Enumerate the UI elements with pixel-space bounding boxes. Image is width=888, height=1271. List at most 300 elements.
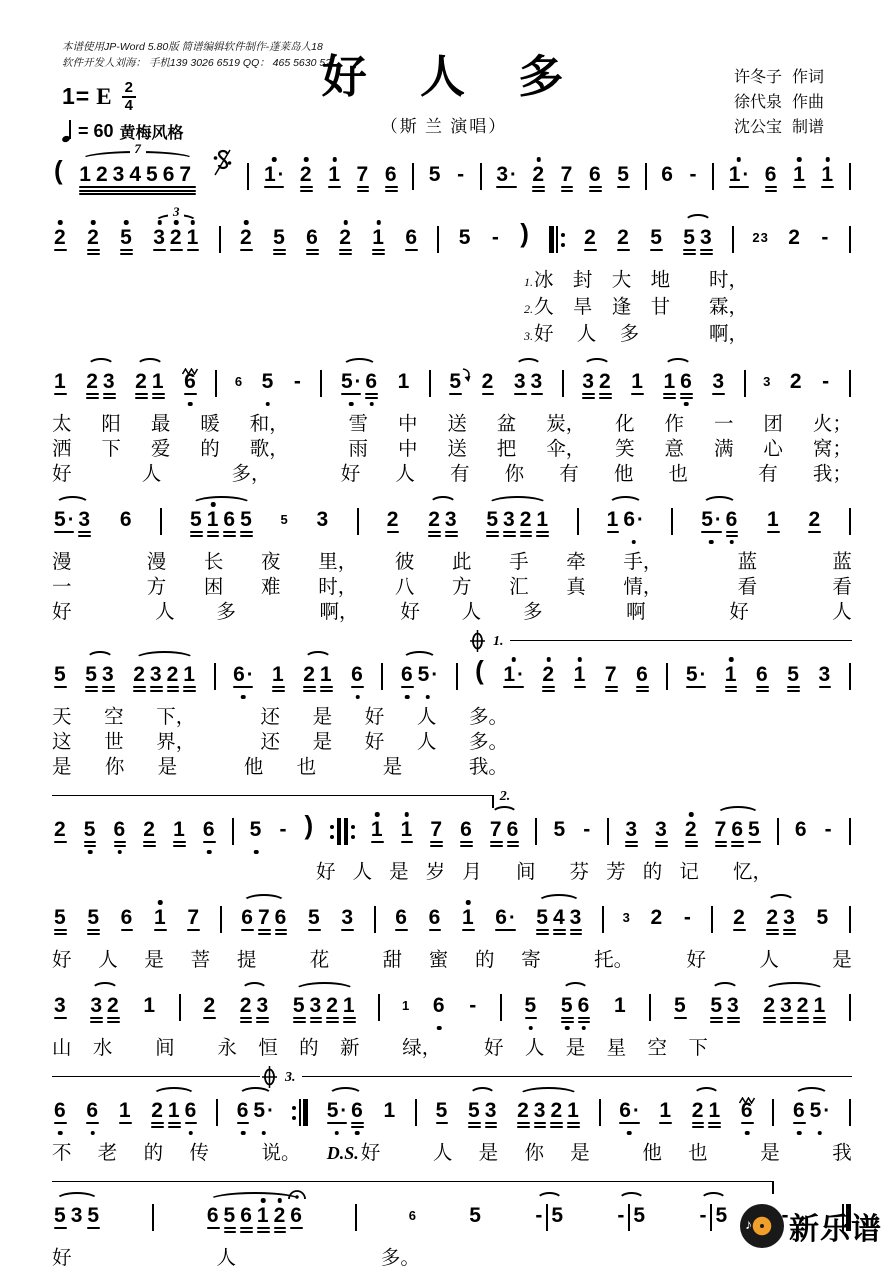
lyric-syllable: 一 — [713, 414, 734, 435]
duration-underline — [763, 1021, 776, 1023]
duration-underline — [303, 690, 316, 692]
duration-underline — [567, 1126, 580, 1128]
note-glyph: 5 — [536, 906, 549, 929]
note-token — [308, 983, 325, 1032]
note-token — [808, 1088, 832, 1137]
duration-underline — [343, 1017, 356, 1019]
duration-underline — [708, 1122, 721, 1124]
note-token — [683, 807, 700, 856]
lyric-line — [52, 412, 852, 437]
augmentation-dot: · — [517, 664, 524, 686]
bar-stroke — [232, 818, 234, 845]
duration-underline — [445, 535, 458, 537]
note-glyph: 2 — [239, 994, 253, 1017]
octave-dot-high — [332, 157, 337, 162]
bar-stroke — [412, 163, 414, 190]
lyric-line — [52, 462, 852, 487]
lyric-syllable: 有 — [758, 464, 778, 485]
note-token — [277, 807, 289, 856]
lyric-syllable: 霖， — [708, 297, 748, 318]
lyric-syllable: 洒 — [52, 439, 72, 460]
duration-underline — [256, 1017, 269, 1019]
duration-underline — [351, 686, 364, 688]
note-glyph: - — [293, 370, 302, 393]
lyric-line — [52, 948, 852, 973]
slur-group — [235, 1088, 276, 1137]
duration-underline — [589, 190, 602, 192]
note-token — [248, 807, 265, 856]
note-token — [699, 497, 723, 546]
note-glyph: 3 — [699, 226, 713, 249]
lyric-syllable: 下 — [101, 439, 121, 460]
note-glyph: 1 — [173, 818, 186, 841]
duration-underline — [663, 397, 676, 399]
lyric-syllable: 有 — [559, 464, 579, 485]
bar-stroke — [344, 818, 349, 845]
lyric-syllable: 他 — [642, 1143, 662, 1164]
barline — [246, 152, 250, 205]
duration-underline — [793, 186, 806, 188]
octave-dot-high — [536, 157, 541, 162]
note-glyph: 1 — [143, 994, 157, 1017]
octave-dot-low — [355, 1131, 360, 1136]
barline — [848, 983, 852, 1036]
note-token — [52, 215, 69, 264]
lyric-syllable: 还 — [260, 732, 280, 753]
note-token — [117, 1088, 134, 1137]
barline — [428, 359, 432, 412]
lyric-syllable: 方 — [451, 577, 472, 598]
note-glyph: 7 — [714, 818, 728, 841]
slur-group — [291, 983, 358, 1032]
volta-row — [52, 1174, 852, 1189]
volta-line — [52, 1181, 772, 1182]
octave-dot-low — [58, 1131, 63, 1136]
slur-group — [708, 983, 741, 1032]
duration-underline — [405, 249, 418, 251]
lyric-syllable: 甜 — [382, 950, 403, 971]
note-glyph: 2 — [650, 906, 664, 929]
note-token — [385, 497, 402, 546]
lyric-syllable: 间 — [515, 862, 536, 883]
note-token — [617, 1088, 641, 1137]
bar-stroke — [374, 906, 376, 933]
repeat-dots — [351, 825, 355, 839]
note-token — [467, 1193, 484, 1242]
octave-dot-low — [745, 1131, 750, 1136]
note-token — [746, 807, 763, 856]
note-glyph: 3 — [712, 370, 726, 393]
note-glyph: 2 — [299, 163, 313, 186]
octave-dot-low — [582, 1026, 587, 1031]
note-glyph: 6 — [184, 1099, 198, 1122]
barline — [848, 215, 852, 268]
note-token — [576, 983, 593, 1032]
duration-underline — [54, 686, 67, 688]
lyric-syllable: 人 — [576, 324, 597, 345]
mordent-icon — [739, 1087, 756, 1109]
slur-group — [559, 983, 592, 1032]
note-token — [150, 359, 167, 408]
system — [52, 652, 852, 780]
note-token — [256, 895, 273, 944]
note-token — [401, 983, 411, 1024]
notation-line — [52, 204, 852, 268]
note-token — [791, 152, 808, 201]
duration-underline — [357, 190, 370, 192]
note-token — [262, 152, 286, 201]
system — [52, 1088, 852, 1166]
note-token — [778, 983, 795, 1032]
lyric-syllable: 提 — [236, 950, 257, 971]
duration-underline — [272, 690, 285, 692]
note-token — [659, 152, 676, 201]
note-token — [383, 152, 400, 201]
lyric-syllable: 手 — [509, 552, 529, 573]
duration-underline — [553, 933, 566, 935]
score — [0, 141, 888, 1271]
note-glyph: 7 — [257, 906, 271, 929]
note-glyph: 5 — [748, 818, 761, 841]
lyric-syllable: 好 — [52, 602, 72, 623]
note-token — [819, 215, 831, 264]
duration-underline — [54, 249, 67, 251]
duration-underline — [436, 1122, 449, 1124]
note-glyph: 5 — [253, 1099, 267, 1122]
duration-underline — [819, 686, 832, 688]
barline — [414, 1088, 418, 1141]
duration-underline — [85, 690, 98, 692]
barline — [644, 152, 648, 205]
bar-stroke — [602, 906, 604, 933]
note-token — [326, 152, 343, 201]
note-token — [494, 152, 518, 201]
note-glyph: 3 — [256, 994, 270, 1017]
bar-stroke — [220, 906, 222, 933]
note-glyph: 2 — [135, 370, 148, 393]
duration-underline — [240, 531, 253, 533]
lyric-syllable: 你 — [524, 1143, 544, 1164]
duration-underline — [490, 841, 503, 843]
note-glyph: 5 — [449, 370, 463, 393]
bar-stroke — [179, 994, 181, 1021]
note-glyph: - — [699, 1204, 708, 1227]
duration-underline — [726, 535, 739, 537]
duration-underline — [536, 933, 549, 935]
note-glyph: 1 — [271, 663, 285, 686]
note-token — [621, 497, 645, 546]
note-glyph: 6 — [351, 663, 364, 686]
duration-underline — [114, 845, 127, 847]
note-glyph: 3 — [316, 508, 330, 531]
note-token — [148, 652, 165, 701]
note-glyph: 3 — [70, 1204, 84, 1227]
volta-row — [52, 633, 852, 648]
augmentation-dot: · — [354, 371, 362, 393]
bar-stroke — [535, 818, 537, 845]
lyric-syllable: 最 — [150, 414, 171, 435]
note-token — [306, 895, 323, 944]
note-glyph: 6 — [619, 1099, 632, 1122]
duration-underline — [184, 393, 197, 395]
note-token — [710, 359, 727, 408]
duration-underline — [258, 929, 271, 931]
tuplet-group — [151, 204, 201, 264]
octave-dot-low — [730, 540, 735, 545]
tuplet-number: 7 — [130, 143, 146, 155]
note-token — [484, 497, 501, 546]
note-token — [466, 1088, 483, 1137]
system — [52, 497, 852, 625]
duration-underline — [274, 1227, 287, 1229]
volta-line — [302, 1076, 853, 1077]
lyric-syllable: 他 — [243, 757, 264, 778]
duration-underline — [183, 686, 196, 688]
note-token — [622, 895, 632, 936]
note-token — [349, 1088, 366, 1137]
duration-underline — [712, 393, 725, 395]
note-glyph: 3 — [763, 374, 772, 389]
octave-dot-high — [157, 220, 162, 225]
octave-dot-high — [737, 157, 742, 162]
note-glyph: 5 — [435, 1099, 449, 1122]
note-glyph: 2 — [763, 994, 777, 1017]
augmentation-dot: · — [637, 509, 644, 531]
lyric-line — [524, 268, 748, 295]
lyric-syllable: 长 — [203, 552, 224, 573]
note-token — [648, 895, 665, 944]
lyric-line — [52, 437, 852, 462]
lyric-syllable: 好 — [729, 602, 749, 623]
note-token — [52, 497, 76, 546]
octave-dot-low — [335, 1131, 340, 1136]
note-token — [480, 359, 497, 408]
note-token — [751, 215, 769, 256]
note-glyph: 1 — [401, 998, 411, 1013]
lyric-syllable: 的 — [642, 862, 663, 883]
slur-group — [301, 652, 334, 701]
note-token — [548, 1088, 565, 1137]
note-token — [765, 497, 782, 546]
lyric-syllable: 芬 — [569, 862, 590, 883]
duration-underline — [729, 186, 749, 188]
note-token — [786, 215, 803, 264]
note-glyph: 6 — [756, 663, 769, 686]
lyric-syllable: 时， — [318, 577, 358, 598]
note-token — [355, 152, 372, 201]
duration-underline — [102, 690, 115, 692]
note-glyph: 6 — [680, 370, 693, 393]
duration-underline — [87, 1227, 100, 1229]
note-glyph: 3 — [309, 994, 323, 1017]
lyric-syllable: 爱 — [150, 439, 171, 460]
duration-underline — [258, 933, 271, 935]
note-token — [303, 807, 317, 854]
software-credit-line1: 本谱使用JP-Word 5.80版 简谱编辑软件制作-蓬莱岛人18 — [62, 41, 323, 53]
bar-stroke — [666, 663, 668, 690]
note-token — [580, 359, 597, 408]
duration-underline — [659, 1122, 672, 1124]
note-token — [532, 1088, 549, 1137]
duration-underline — [107, 1017, 120, 1019]
note-token — [467, 983, 479, 1032]
lyric-syllable: 窝； — [812, 439, 852, 460]
note-glyph: 5 — [486, 508, 500, 531]
lyric-syllable: 好 — [52, 1248, 72, 1269]
note-token — [149, 1088, 166, 1137]
note-glyph: 2 — [326, 994, 339, 1017]
note-token — [238, 1193, 255, 1242]
lyric-line — [52, 550, 852, 575]
lyric-line — [52, 755, 508, 780]
octave-dot-low — [565, 1026, 570, 1031]
octave-dot-low — [797, 1131, 802, 1136]
lyric-line — [52, 705, 508, 730]
duration-underline — [485, 1126, 498, 1128]
duration-underline — [371, 841, 384, 843]
duration-underline — [710, 1017, 723, 1019]
note-token — [427, 152, 444, 201]
note-glyph: 2 — [766, 906, 780, 929]
lyric-syllable: 时， — [708, 270, 748, 291]
lyric-syllable: 芳 — [606, 862, 626, 883]
note-glyph: 5 — [469, 1204, 482, 1227]
duration-underline — [700, 249, 713, 251]
duration-underline — [103, 397, 116, 399]
note-token — [238, 497, 255, 546]
lyric-syllable: 是 — [389, 862, 409, 883]
lyric-syllable: 人 — [416, 732, 437, 753]
note-token — [381, 1088, 398, 1137]
bar-stroke — [355, 1204, 357, 1231]
lyric-syllable: 是 — [144, 950, 164, 971]
lyric-syllable: 寄 — [521, 950, 541, 971]
duration-underline — [582, 393, 595, 395]
note-glyph: - — [683, 906, 692, 929]
note-glyph: 5 — [223, 1204, 237, 1227]
note-glyph: 6 — [725, 508, 739, 531]
lyric-syllable: 还 — [260, 707, 280, 728]
duration-underline — [303, 686, 316, 688]
note-glyph: 1234567 — [79, 163, 197, 186]
bar-stroke — [437, 226, 439, 253]
duration-underline — [401, 686, 414, 688]
note-glyph: 2 — [107, 994, 120, 1017]
duration-underline — [168, 1122, 181, 1124]
lyric-syllable: 阳 — [101, 414, 121, 435]
note-token — [698, 215, 715, 264]
note-glyph: 2 — [584, 226, 597, 249]
note-token — [298, 152, 315, 201]
lyric-syllable: 这 — [52, 732, 72, 753]
note-token — [292, 359, 304, 408]
lyric-syllable: 地 — [650, 270, 671, 291]
barline — [356, 497, 360, 550]
note-token — [725, 983, 742, 1032]
duration-underline — [86, 393, 99, 395]
note-glyph: 5 — [551, 1204, 565, 1227]
note-glyph: 3 — [90, 994, 104, 1017]
note-token — [222, 1193, 239, 1242]
slur-group — [791, 1088, 832, 1137]
bar-stroke — [299, 1099, 301, 1126]
duration-underline — [173, 841, 186, 843]
note-glyph: 5 — [458, 226, 472, 249]
octave-dot-high — [729, 657, 734, 662]
barline — [848, 359, 852, 412]
lyric-syllable: 有 — [449, 464, 470, 485]
note-token — [648, 215, 665, 264]
lyric-syllable: 好 — [400, 602, 420, 623]
note-token — [112, 807, 129, 856]
note-token — [408, 1193, 418, 1234]
duration-underline — [680, 397, 693, 399]
barline — [670, 497, 674, 550]
system — [52, 141, 852, 205]
note-token — [713, 1193, 730, 1246]
note-glyph: 5 — [87, 906, 101, 929]
octave-dot-high — [191, 220, 196, 225]
note-token — [235, 1088, 252, 1137]
verse-number: 3. — [524, 329, 533, 343]
note-glyph: 2 — [54, 226, 67, 249]
duration-underline — [173, 845, 186, 847]
note-glyph: 5 — [87, 1204, 101, 1227]
volta-line — [52, 1076, 260, 1077]
note-token — [490, 215, 502, 264]
note-glyph: 5 — [54, 663, 67, 686]
octave-dot-low — [241, 695, 246, 700]
barline — [380, 652, 384, 705]
duration-underline — [617, 186, 630, 188]
lyric-syllable: 送 — [447, 414, 467, 435]
note-token — [457, 215, 474, 264]
duration-underline — [240, 249, 253, 251]
note-token — [84, 359, 101, 408]
duration-underline — [357, 186, 370, 188]
barline — [848, 807, 852, 860]
duration-underline — [460, 841, 473, 843]
lyric-syllable: 好 — [364, 732, 385, 753]
duration-underline — [536, 535, 549, 537]
duration-underline — [154, 929, 167, 931]
duration-underline — [135, 397, 148, 399]
bar-stroke — [849, 663, 851, 690]
lyric-syllable: 是 — [570, 1143, 590, 1164]
duration-underline — [150, 690, 163, 692]
lyric-syllable: 是 — [760, 1143, 780, 1164]
note-glyph: - — [824, 818, 833, 841]
note-glyph: 1 — [383, 1099, 397, 1122]
duration-underline — [90, 1021, 103, 1023]
octave-dot-high — [272, 157, 277, 162]
duration-underline — [429, 929, 442, 931]
slur-group — [205, 1193, 305, 1242]
duration-underline — [715, 845, 728, 847]
barline — [215, 1088, 219, 1141]
lyric-syllable: 汇 — [509, 577, 529, 598]
duration-underline — [783, 929, 796, 931]
note-glyph: 6 — [54, 1099, 67, 1122]
lyric-syllable: 人 — [461, 602, 482, 623]
duration-underline — [584, 249, 597, 251]
note-glyph: 2 — [240, 226, 253, 249]
octave-dot-low — [266, 402, 271, 407]
duration-underline — [525, 1017, 538, 1019]
note-token — [587, 152, 604, 201]
note-token — [781, 895, 798, 944]
note-glyph: 5 — [240, 508, 253, 531]
